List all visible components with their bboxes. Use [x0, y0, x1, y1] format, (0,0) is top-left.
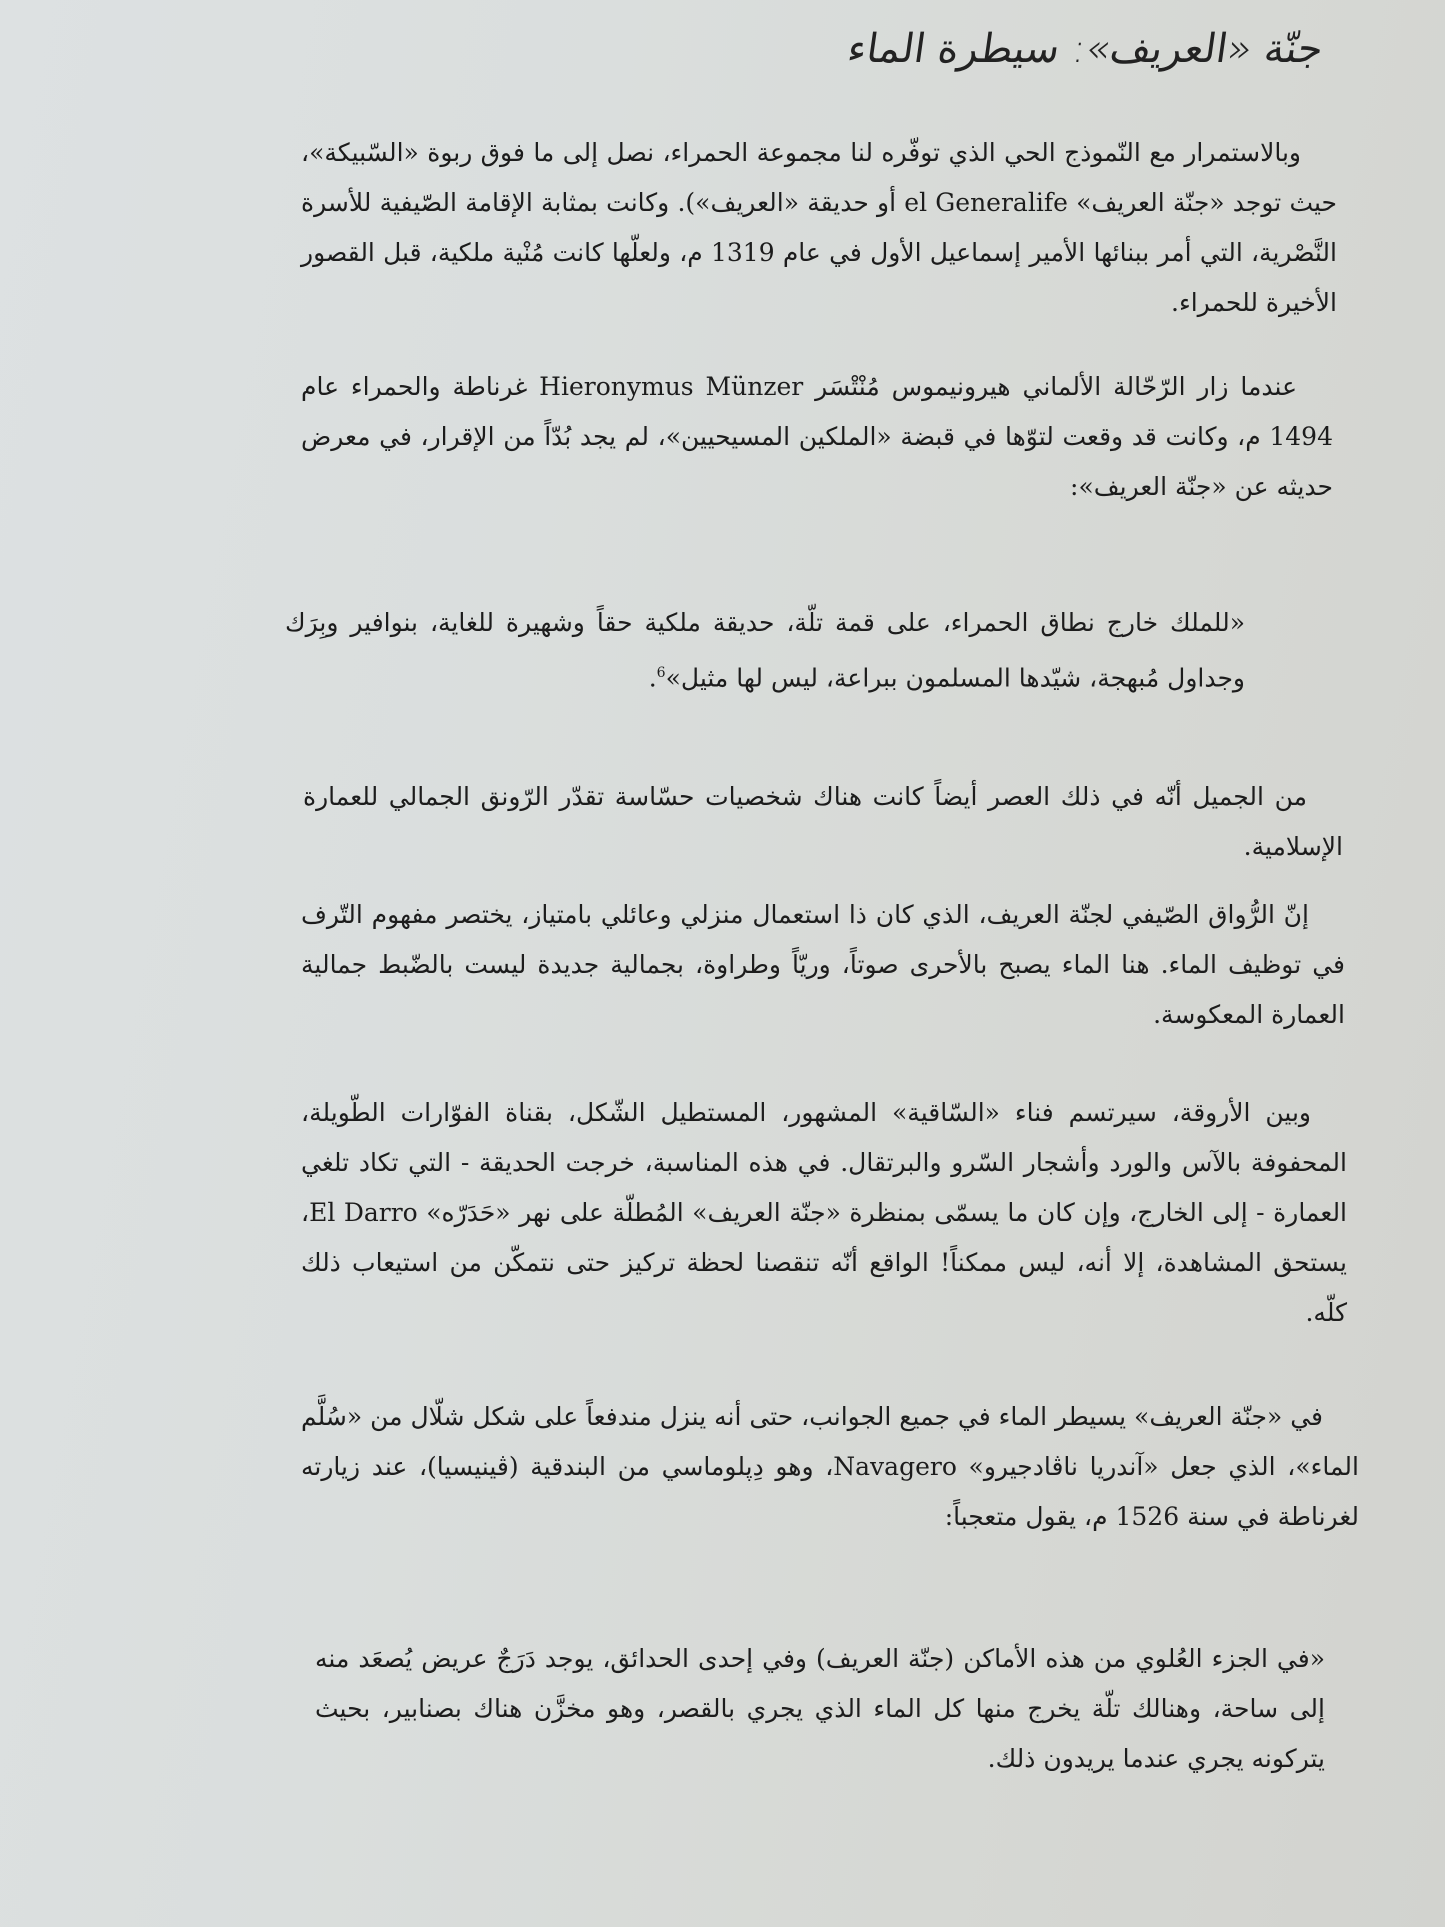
paragraph-munzer-visit [301, 362, 1333, 512]
paragraph-generalife-intro [301, 128, 1337, 328]
paragraph-water-staircase [301, 1392, 1359, 1542]
footnote-marker: 6 [656, 665, 666, 681]
paragraph-aesthetic-sensitivity [303, 772, 1343, 872]
block-quote-munzer [285, 598, 1245, 703]
quote-text: «للملك خارج نطاق الحمراء، على قمة تلّة، حديقة ملكية حقاً وشهيرة للغاية، بنوافير وبِرَك وجداول مُبهجة، شيّدها المسلمون ببراعة، ليس لها مثيل» [285, 608, 1245, 693]
quote-text: «في الجزء العُلوي من هذه الأماكن (جنّة العريف) وفي إحدى الحدائق، يوجد دَرَجٌ عريض يُصعَد منه إلى ساحة، وهنالك تلّة يخرج منها كل الماء الذي يجري بالقصر، وهو مخزَّن هناك بصنابير، بحيث يتركونه يجري عندما يريدون ذلك. [315, 1644, 1325, 1773]
running-head-title: جنّة «العريف»: سيطرة الماء [844, 26, 1327, 72]
paragraph-text: وبين الأروقة، سيرتسم فناء «السّاقية» المشهور، المستطيل الشّكل، بقناة الفوّارات الطّويلة، المحفوفة بالآس والورد وأشجار السّرو والبرتقال. في هذه المناسبة، خرجت الحديقة - التي تكاد تلغي العمارة - إلى الخارج، وإن كان ما يسمّى بمنظرة «جنّة العريف» المُطلّة على نهر «حَدَرّه» El Darro، يستحق المشاهدة، إلا أنه، ليس ممكناً! الواقع أنّه تنقصنا لحظة تركيز حتى نتمكّن من استيعاب ذلك كلّه. [301, 1098, 1348, 1327]
paragraph-text: عندما زار الرّحّالة الألماني هيرونيموس مُنْتْسَر Hieronymus Münzer غرناطة والحمراء عام 1494 م، وكانت قد وقعت لتوّها في قبضة «الملكين المسيحيين»، لم يجد بُدّاً من الإقرار، في معرض حديثه عن «جنّة العريف»: [301, 372, 1333, 501]
paragraph-text: من الجميل أنّه في ذلك العصر أيضاً كانت هناك شخصيات حسّاسة تقدّر الرّونق الجمالي للعمارة الإسلامية. [303, 782, 1343, 861]
paragraph-acequia-courtyard [301, 1088, 1347, 1338]
paragraph-text: إنّ الرُّواق الصّيفي لجنّة العريف، الذي كان ذا استعمال منزلي وعائلي بامتياز، يختصر مفهوم التّرف في توظيف الماء. هنا الماء يصبح بالأحرى صوتاً، وريّاً وطراوة، بجمالية جديدة ليست بالضّبط جمالية العمارة المعكوسة. [301, 900, 1345, 1029]
paragraph-text: وبالاستمرار مع النّموذج الحي الذي توفّره لنا مجموعة الحمراء، نصل إلى ما فوق ربوة «السّبيكة»، حيث توجد «جنّة العريف» el Generalife أو حديقة «العريف»). وكانت بمثابة الإقامة الصّيفية للأسرة النَّصْرية، التي أمر ببنائها الأمير إسماعيل الأول في عام 1319 م، ولعلّها كانت مُنْية ملكية، قبل القصور الأخيرة للحمراء. [301, 138, 1338, 317]
quote-container [285, 598, 1245, 703]
paragraph-text: في «جنّة العريف» يسيطر الماء في جميع الجوانب، حتى أنه ينزل مندفعاً على شكل شلّال من «سُلَّم الماء»، الذي جعل «آندريا ناڤادجيرو» Navagero، وهو دِپلوماسي من البندقية (ڤينيسيا)، عند زيارته لغرناطة في سنة 1526 م، يقول متعجباً: [301, 1402, 1359, 1531]
block-quote-navagero [315, 1634, 1325, 1784]
quote-end-punctuation: . [648, 663, 657, 693]
paragraph-summer-portico [301, 890, 1345, 1040]
